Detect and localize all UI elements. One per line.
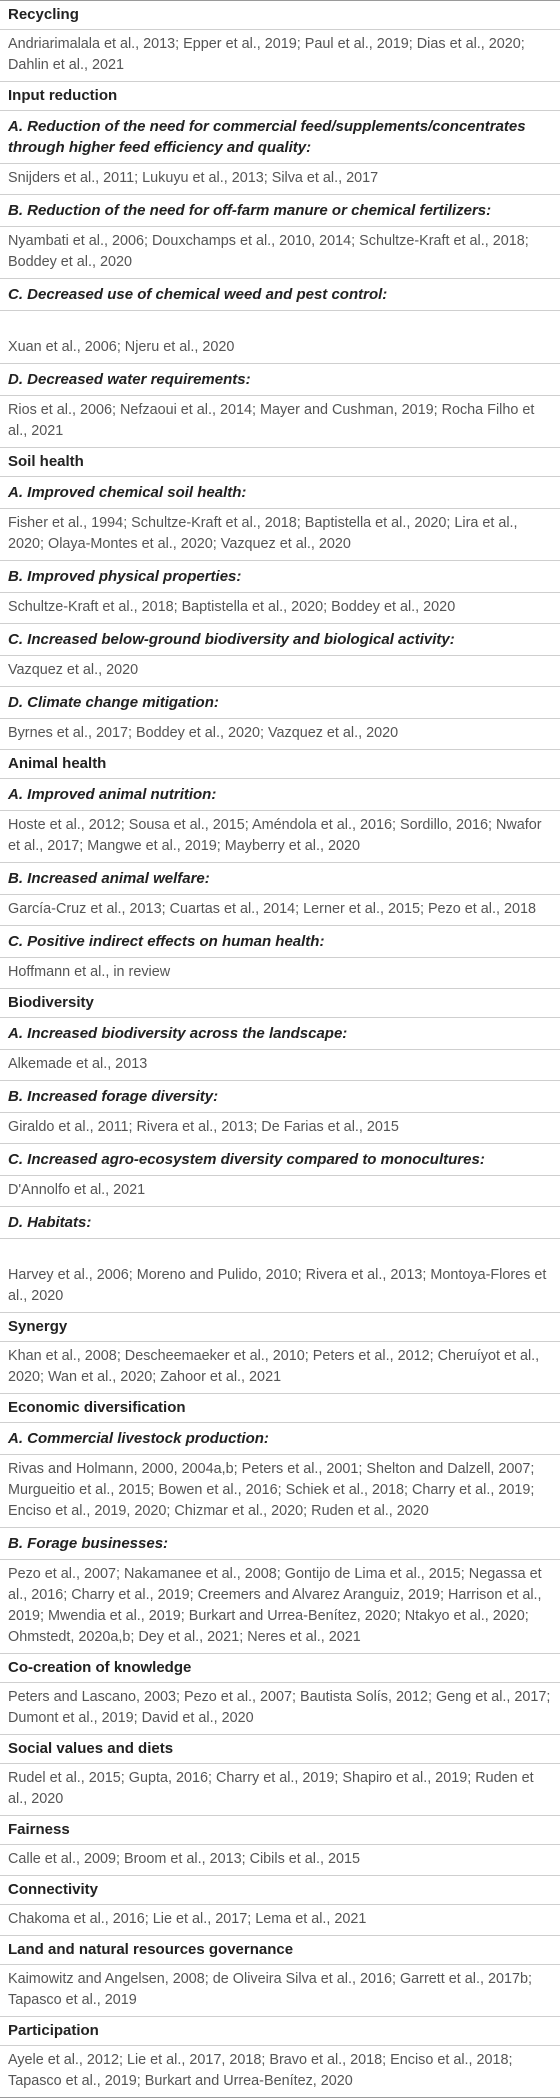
reference-list: Calle et al., 2009; Broom et al., 2013; Cibils et al., 2015 <box>0 1844 560 1875</box>
reference-list: Ayele et al., 2012; Lie et al., 2017, 2018; Bravo et al., 2018; Enciso et al., 2018; Tapasco et al., 2019; Burkart and Urrea-Benítez, 2020 <box>0 2045 560 2098</box>
subsection-heading: A. Improved chemical soil health: <box>0 476 560 508</box>
reference-list: Kaimowitz and Angelsen, 2008; de Oliveira Silva et al., 2016; Garrett et al., 2017b; Tapasco et al., 2019 <box>0 1964 560 2016</box>
reference-list: Harvey et al., 2006; Moreno and Pulido, 2010; Rivera et al., 2013; Montoya-Flores et al., 2020 <box>0 1238 560 1312</box>
subsection-heading: D. Climate change mitigation: <box>0 686 560 718</box>
reference-list: Byrnes et al., 2017; Boddey et al., 2020; Vazquez et al., 2020 <box>0 718 560 749</box>
section-heading: Economic diversification <box>0 1393 560 1422</box>
reference-list: Nyambati et al., 2006; Douxchamps et al., 2010, 2014; Schultze-Kraft et al., 2018; Boddey et al., 2020 <box>0 226 560 278</box>
subsection-heading: B. Improved physical properties: <box>0 560 560 592</box>
subsection-heading: C. Positive indirect effects on human health: <box>0 925 560 957</box>
reference-list: Rudel et al., 2015; Gupta, 2016; Charry et al., 2019; Shapiro et al., 2019; Ruden et al., 2020 <box>0 1763 560 1815</box>
section-heading: Land and natural resources governance <box>0 1935 560 1964</box>
section-heading: Recycling <box>0 0 560 29</box>
subsection-heading: C. Decreased use of chemical weed and pest control: <box>0 278 560 310</box>
subsection-heading: C. Increased agro-ecosystem diversity compared to monocultures: <box>0 1143 560 1175</box>
subsection-heading: C. Increased below-ground biodiversity and biological activity: <box>0 623 560 655</box>
section-heading: Connectivity <box>0 1875 560 1904</box>
reference-list: Alkemade et al., 2013 <box>0 1049 560 1080</box>
reference-list: Schultze-Kraft et al., 2018; Baptistella et al., 2020; Boddey et al., 2020 <box>0 592 560 623</box>
subsection-heading: D. Decreased water requirements: <box>0 363 560 395</box>
reference-list: Rivas and Holmann, 2000, 2004a,b; Peters et al., 2001; Shelton and Dalzell, 2007; Murgueitio et al., 2015; Bowen et al., 2016; Schiek et al., 2018; Charry et al., 2019; Enciso et al., 2019, 2020; Chizmar et al., 2020; Ruden et al., 2020 <box>0 1454 560 1527</box>
subsection-heading: D. Habitats: <box>0 1206 560 1238</box>
reference-list: Pezo et al., 2007; Nakamanee et al., 2008; Gontijo de Lima et al., 2015; Negassa et al., 2016; Charry et al., 2019; Creemers and Alvarez Aranguiz, 2019; Harrison et al., 2019; Mwendia et al., 2019; Burkart and Urrea-Benítez, 2020; Ntakyo et al., 2020; Ohmstedt, 2020a,b; Dey et al., 2021; Neres et al., 2021 <box>0 1559 560 1653</box>
subsection-heading: B. Increased animal welfare: <box>0 862 560 894</box>
section-heading: Soil health <box>0 447 560 476</box>
section-heading: Animal health <box>0 749 560 778</box>
subsection-heading: A. Reduction of the need for commercial feed/supplements/concentrates through higher feed efficiency and quality: <box>0 110 560 163</box>
reference-list: Khan et al., 2008; Descheemaeker et al., 2010; Peters et al., 2012; Cheruíyot et al., 2020; Wan et al., 2020; Zahoor et al., 2021 <box>0 1341 560 1393</box>
reference-list: Hoffmann et al., in review <box>0 957 560 988</box>
reference-list: Xuan et al., 2006; Njeru et al., 2020 <box>0 310 560 363</box>
reference-list: Chakoma et al., 2016; Lie et al., 2017; Lema et al., 2021 <box>0 1904 560 1935</box>
reference-list: García-Cruz et al., 2013; Cuartas et al., 2014; Lerner et al., 2015; Pezo et al., 2018 <box>0 894 560 925</box>
subsection-heading: B. Forage businesses: <box>0 1527 560 1559</box>
reference-list: Fisher et al., 1994; Schultze-Kraft et al., 2018; Baptistella et al., 2020; Lira et al., 2020; Olaya-Montes et al., 2020; Vazquez et al., 2020 <box>0 508 560 560</box>
section-heading: Input reduction <box>0 81 560 110</box>
reference-list: Hoste et al., 2012; Sousa et al., 2015; Améndola et al., 2016; Sordillo, 2016; Nwafor et al., 2017; Mangwe et al., 2019; Mayberry et al., 2020 <box>0 810 560 862</box>
section-heading: Synergy <box>0 1312 560 1341</box>
subsection-heading: B. Reduction of the need for off-farm manure or chemical fertilizers: <box>0 194 560 226</box>
reference-list: D'Annolfo et al., 2021 <box>0 1175 560 1206</box>
section-heading: Participation <box>0 2016 560 2045</box>
reference-list: Peters and Lascano, 2003; Pezo et al., 2007; Bautista Solís, 2012; Geng et al., 2017; Dumont et al., 2019; David et al., 2020 <box>0 1682 560 1734</box>
section-heading: Co-creation of knowledge <box>0 1653 560 1682</box>
section-heading: Fairness <box>0 1815 560 1844</box>
reference-list: Giraldo et al., 2011; Rivera et al., 2013; De Farias et al., 2015 <box>0 1112 560 1143</box>
subsection-heading: A. Increased biodiversity across the landscape: <box>0 1017 560 1049</box>
reference-list: Andriarimalala et al., 2013; Epper et al., 2019; Paul et al., 2019; Dias et al., 2020; Dahlin et al., 2021 <box>0 29 560 81</box>
subsection-heading: A. Commercial livestock production: <box>0 1422 560 1454</box>
reference-list: Rios et al., 2006; Nefzaoui et al., 2014; Mayer and Cushman, 2019; Rocha Filho et al., 2021 <box>0 395 560 447</box>
section-heading: Social values and diets <box>0 1734 560 1763</box>
reference-list: Snijders et al., 2011; Lukuyu et al., 2013; Silva et al., 2017 <box>0 163 560 194</box>
section-heading: Biodiversity <box>0 988 560 1017</box>
subsection-heading: B. Increased forage diversity: <box>0 1080 560 1112</box>
subsection-heading: A. Improved animal nutrition: <box>0 778 560 810</box>
reference-list: Vazquez et al., 2020 <box>0 655 560 686</box>
